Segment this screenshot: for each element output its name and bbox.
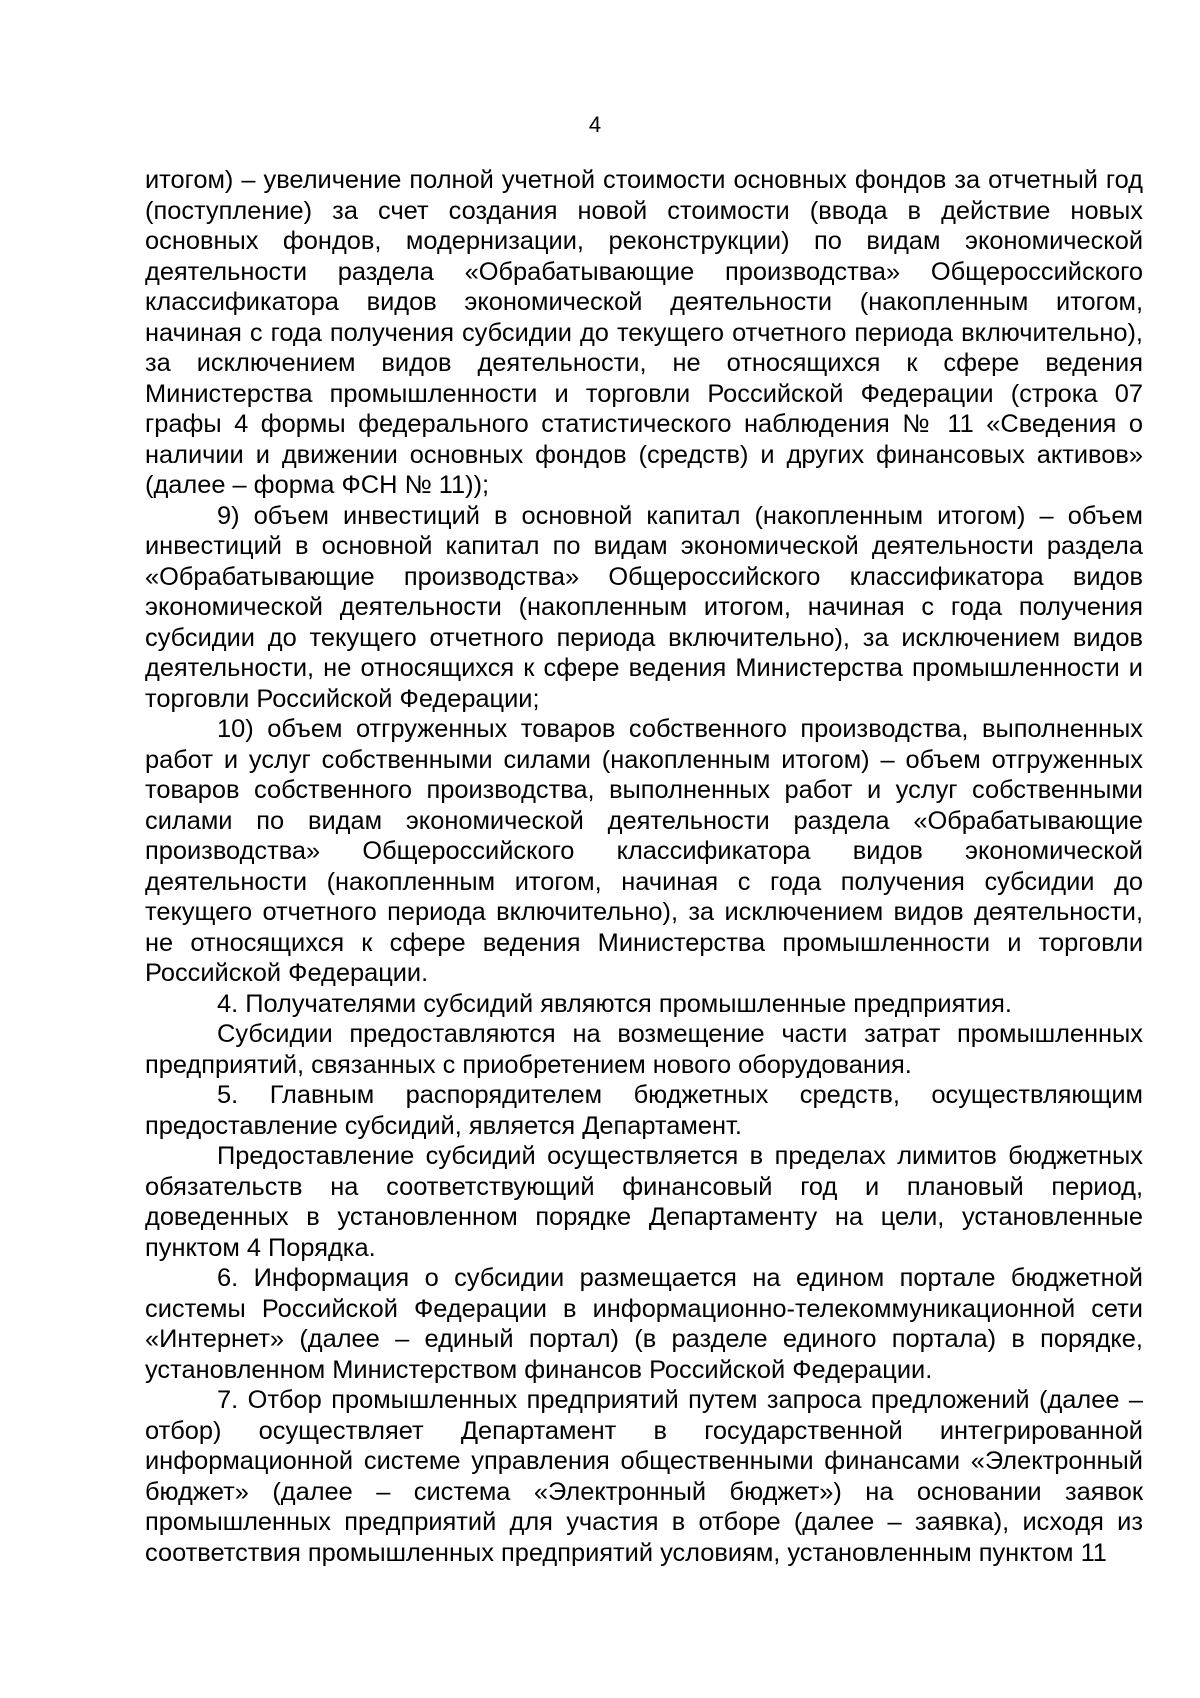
paragraph-section-5-limits: Предоставление субсидий осуществляется в пределах лимитов бюджетных обязательств на соответствующий финансовый год и плановый период, доведенных в установленном порядке Департаменту на цели, установленные пунктом 4 Порядка. xyxy=(145,1142,1143,1262)
paragraph-section-5: 5. Главным распорядителем бюджетных средств, осуществляющим предоставление субсидий, является Департамент. xyxy=(145,1081,1143,1140)
document-body xyxy=(145,165,1143,1568)
paragraph-section-4: 4. Получателями субсидий являются промышленные предприятия. xyxy=(217,989,1012,1018)
paragraph-item-9: 9) объем инвестиций в основной капитал (накопленным итогом) – объем инвестиций в основной капитал по видам экономической деятельности раздела «Обрабатывающие производства» Общероссийского классификатора видов экономической деятельности (накопленным итогом, начиная с года получения субсидии до текущего отчетного периода включительно), за исключением видов деятельности, не относящихся к сфере ведения Министерства промышленности и торговли Российской Федерации; xyxy=(145,501,1143,713)
paragraph-section-7: 7. Отбор промышленных предприятий путем запроса предложений (далее – отбор) осуществляет Департамент в государственной интегрированной информационной системе управления общественными финансами «Электронный бюджет» (далее – система «Электронный бюджет») на основании заявок промышленных предприятий для участия в отборе (далее – заявка), исходя из соответствия промышленных предприятий условиям, установленным пунктом 11 xyxy=(145,1386,1143,1567)
paragraph-continuation: итогом) – увеличение полной учетной стоимости основных фондов за отчетный год (поступление) за счет создания новой стоимости (ввода в действие новых основных фондов, модернизации, реконструкции) по видам экономической деятельности раздела «Обрабатывающие производства» Общероссийского классификатора видов экономической деятельности (накопленным итогом, начиная с года получения субсидии до текущего отчетного периода включительно), за исключением видов деятельности, не относящихся к сфере ведения Министерства промышленности и торговли Российской Федерации (строка 07 графы 4 формы федерального статистического наблюдения № 11 «Сведения о наличии и движении основных фондов (средств) и других финансовых активов» (далее – форма ФСН № 11)); xyxy=(145,166,1143,499)
page-number: 4 xyxy=(588,112,602,137)
paragraph-section-6: 6. Информация о субсидии размещается на едином портале бюджетной системы Российской Федерации в информационно-телекоммуникационной сети «Интернет» (далее – единый портал) (в разделе единого портала) в порядке, установленном Министерством финансов Российской Федерации. xyxy=(145,1264,1143,1384)
paragraph-section-4-subsidies: Субсидии предоставляются на возмещение части затрат промышленных предприятий, связанных с приобретением нового оборудования. xyxy=(145,1020,1143,1079)
paragraph-item-10: 10) объем отгруженных товаров собственного производства, выполненных работ и услуг собственными силами (накопленным итогом) – объем отгруженных товаров собственного производства, выполненных работ и услуг собственными силами по видам экономической деятельности раздела «Обрабатывающие производства» Общероссийского классификатора видов экономической деятельности (накопленным итогом, начиная с года получения субсидии до текущего отчетного периода включительно), за исключением видов деятельности, не относящихся к сфере ведения Министерства промышленности и торговли Российской Федерации. xyxy=(145,715,1143,987)
